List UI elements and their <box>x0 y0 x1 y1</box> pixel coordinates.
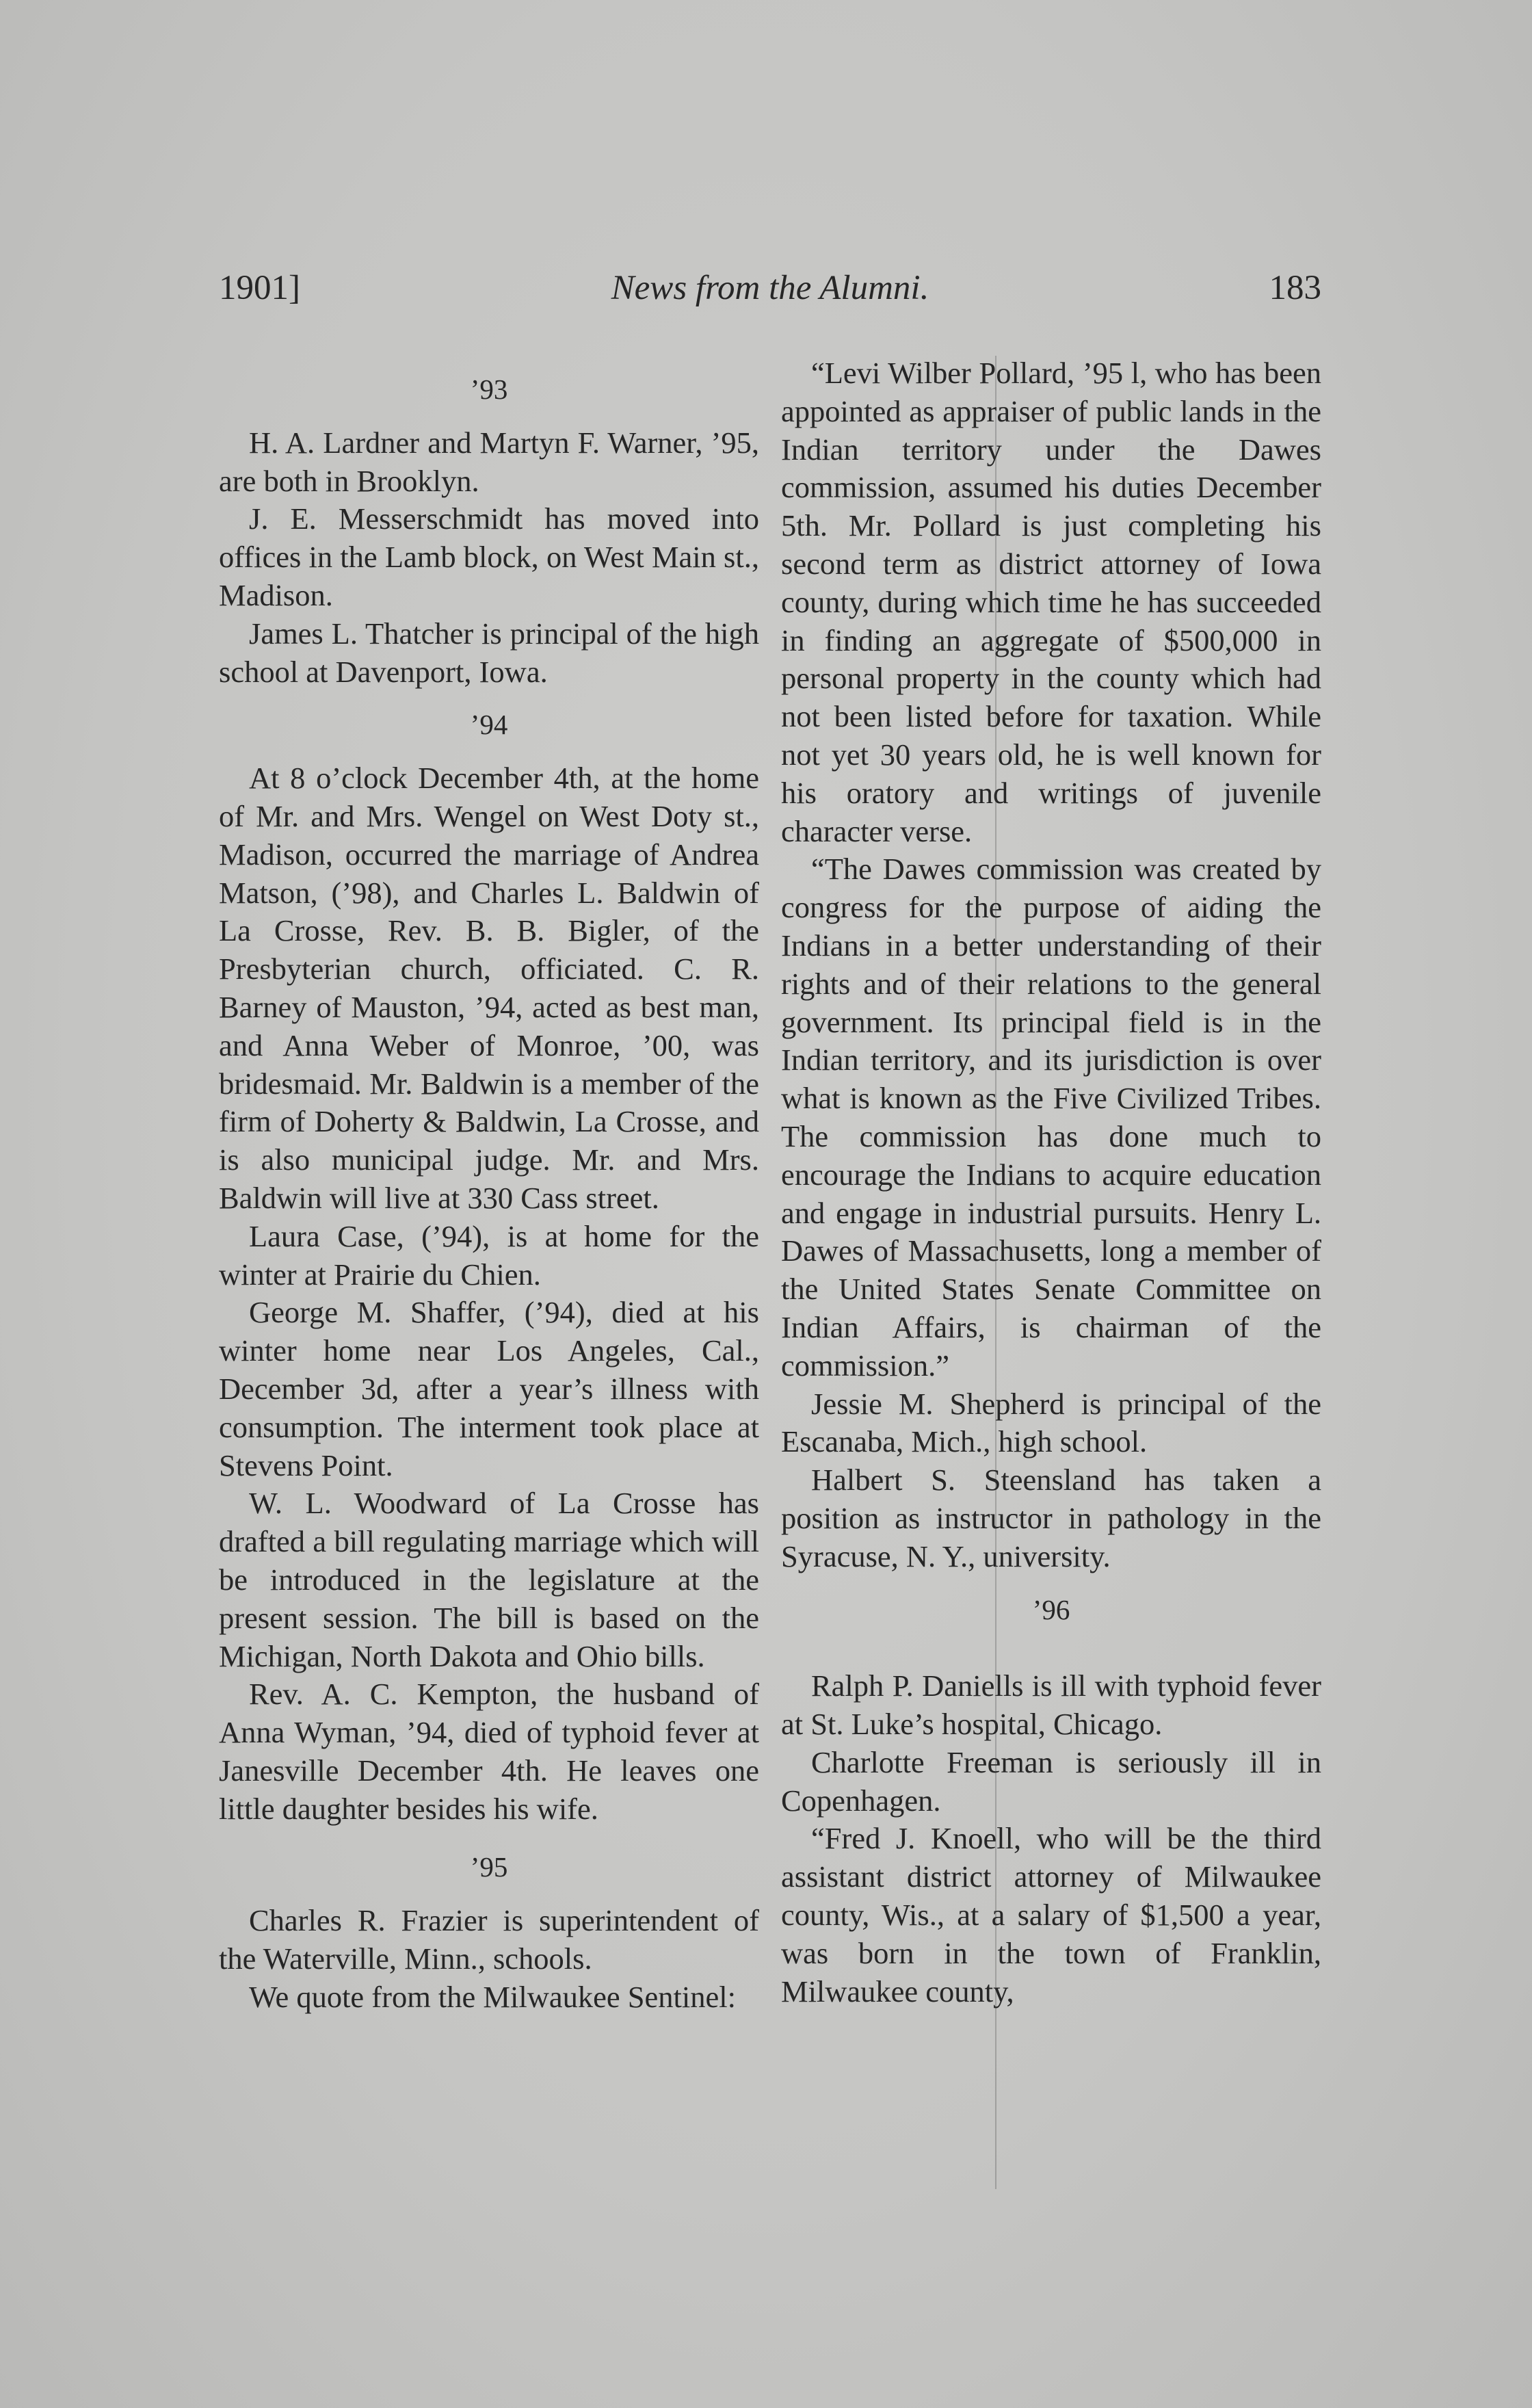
paragraph: J. E. Messerschmidt has moved into offices in the Lamb block, on West Main st., Madison. <box>219 501 759 612</box>
paragraph: We quote from the Milwaukee Sentinel: <box>249 1979 736 2014</box>
header-page-number: 183 <box>1269 269 1321 307</box>
paragraph: W. L. Woodward of La Crosse has drafted a bill regulating marriage which will be introduced in the legislature at the present session. The bill is based on the Michigan, North Dakota and Ohio bills. <box>219 1486 759 1673</box>
header-title: News from the Alumni. <box>611 269 929 307</box>
header-year: 1901] <box>219 269 300 307</box>
section-heading-95: ’95 <box>470 1851 508 1883</box>
left-column <box>219 354 759 2017</box>
paragraph: Halbert S. Steensland has taken a position as instructor in pathology in the Syracuse, N. Y., university. <box>781 1463 1321 1573</box>
paragraph: George M. Shaffer, (’94), died at his winter home near Los Angeles, Cal., December 3d, after a year’s illness with consumption. The interment took place at Stevens Point. <box>219 1295 759 1482</box>
paragraph: Ralph P. Daniells is ill with typhoid fever at St. Luke’s hospital, Chicago. <box>781 1668 1321 1742</box>
paragraph: “The Dawes commission was created by congress for the purpose of aiding the Indians in a better understanding of their rights and of their relations to the general government. Its principal field is in the Indian territory, and its jurisdiction is over what is known as the Five Civilized Tribes. The commission has done much to encourage the Indians to acquire education and engage in industrial pursuits. Henry L. Dawes of Massachusetts, long a member of the United States Senate Committee on Indian Affairs, is chairman of the commission.” <box>781 852 1321 1383</box>
section-heading-96: ’96 <box>1032 1593 1070 1625</box>
page-header <box>219 268 1321 316</box>
paragraph: Charlotte Freeman is seriously ill in Copenhagen. <box>781 1744 1321 1818</box>
paragraph: H. A. Lardner and Martyn F. Warner, ’95, are both in Brooklyn. <box>219 425 759 498</box>
paragraph: Laura Case, (’94), is at home for the winter at Prairie du Chien. <box>219 1218 759 1292</box>
paragraph: Jessie M. Shepherd is principal of the Escanaba, Mich., high school. <box>781 1386 1321 1459</box>
section-heading-94: ’94 <box>470 709 508 741</box>
section-heading-93: ’93 <box>470 374 508 405</box>
paragraph: “Fred J. Knoell, who will be the third assistant district attorney of Milwaukee county, Wis., at a salary of $1,500 a year, was born in the town of Franklin, Milwaukee county, <box>781 1821 1321 2008</box>
paragraph: “Levi Wilber Pollard, ’95 l, who has been appointed as appraiser of public lands in the Indian territory under the Dawes commission, assumed his duties December 5th. Mr. Pollard is just completing his second term as district attorney of Iowa county, during which time he has succeeded in finding an aggregate of $500,000 in personal property in the county which had not been listed before for taxation. While not yet 30 years old, he is well known for his oratory and writings of juvenile character verse. <box>781 356 1321 848</box>
paragraph: Rev. A. C. Kempton, the husband of Anna Wyman, ’94, died of typhoid fever at Janesville December 4th. He leaves one little daughter besides his wife. <box>219 1677 759 1826</box>
scan-fold-line <box>995 356 996 2189</box>
right-column <box>781 354 1321 2011</box>
paragraph: At 8 o’clock December 4th, at the home of Mr. and Mrs. Wengel on West Doty st., Madison, occurred the marriage of Andrea Matson, (’98), and Charles L. Baldwin of La Crosse, Rev. B. B. Bigler, of the Presbyterian church, officiated. C. R. Barney of Mauston, ’94, acted as best man, and Anna Weber of Monroe, ’00, was bridesmaid. Mr. Baldwin is a member of the firm of Doherty & Baldwin, La Crosse, and is also municipal judge. Mr. and Mrs. Baldwin will live at 330 Cass street. <box>219 761 759 1215</box>
paragraph: Charles R. Frazier is superintendent of the Waterville, Minn., schools. <box>219 1903 759 1976</box>
paragraph: James L. Thatcher is principal of the high school at Davenport, Iowa. <box>219 616 759 689</box>
